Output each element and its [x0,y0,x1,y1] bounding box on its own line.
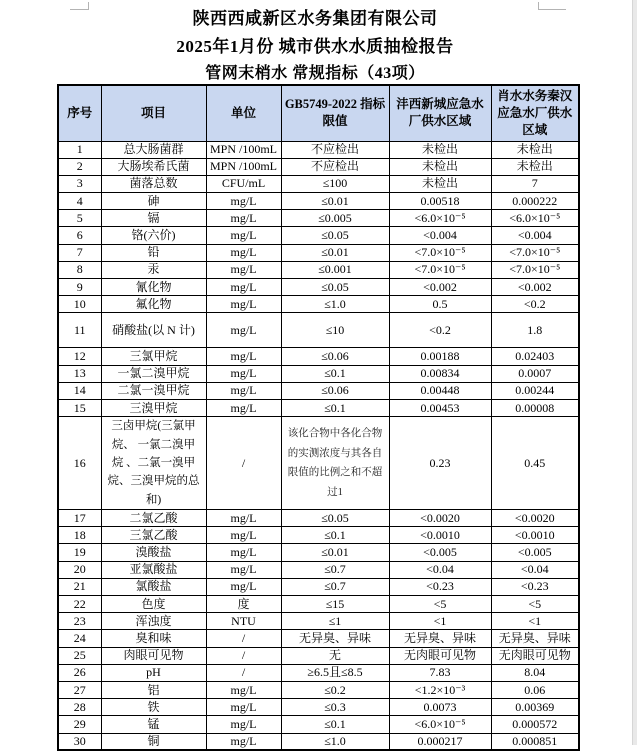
cell-item-name: 氰化物 [101,279,206,296]
cell-unit: mg/L [206,261,281,278]
company-title: 陕西西咸新区水务集团有限公司 [192,9,438,28]
table-row [58,382,579,399]
cell-unit: mg/L [206,193,281,210]
cell-value-xiaoshui: 0.000851 [491,733,579,750]
cell-unit: / [206,647,281,664]
cell-value-fengxi: 未检出 [389,141,491,158]
cell-unit: mg/L [206,733,281,750]
table-row [58,399,579,416]
cell-item-name: 肉眼可见物 [101,647,206,664]
col-header-index: 序号 [58,85,101,141]
cell-limit: 无异臭、异味 [281,630,389,647]
cell-value-xiaoshui: <7.0×10⁻⁵ [491,244,579,261]
cell-value-fengxi: 0.00448 [389,382,491,399]
table-row [58,613,579,630]
cell-limit: ≤0.06 [281,382,389,399]
table-row [58,244,579,261]
report-title: 2025年1月份 城市供水水质抽检报告 [176,37,454,56]
cell-row-number: 7 [58,244,101,261]
cell-unit: mg/L [206,561,281,578]
cell-value-xiaoshui: 0.06 [491,681,579,698]
cell-item-name: 铬(六价) [101,227,206,244]
cell-item-name: 铝 [101,681,206,698]
cell-row-number: 19 [58,544,101,561]
cell-value-xiaoshui: 无异臭、异味 [491,630,579,647]
cell-limit: ≤0.05 [281,279,389,296]
cell-value-fengxi: <7.0×10⁻⁵ [389,261,491,278]
cell-value-xiaoshui: <0.005 [491,544,579,561]
cell-unit: / [206,630,281,647]
cell-unit: NTU [206,613,281,630]
cell-limit: ≤0.05 [281,227,389,244]
cell-row-number: 26 [58,664,101,681]
cell-item-name: 三卤甲烷(三氯甲烷、 一氯二溴甲烷 、二氯一溴甲烷、三溴甲烷的总和) [101,417,206,510]
table-row [58,578,579,595]
cell-item-name: 三氯甲烷 [101,348,206,365]
cell-value-xiaoshui: 0.00008 [491,399,579,416]
col-header-unit: 单位 [206,85,281,141]
cell-limit: ≤0.1 [281,365,389,382]
cell-value-xiaoshui: <5 [491,596,579,613]
cell-unit: CFU/mL [206,175,281,192]
scrollbar[interactable] [632,0,637,745]
cell-unit: mg/L [206,210,281,227]
table-row [58,210,579,227]
cell-unit: mg/L [206,296,281,313]
cell-row-number: 20 [58,561,101,578]
table-row [58,699,579,716]
cell-value-fengxi: 0.23 [389,417,491,510]
cell-row-number: 14 [58,382,101,399]
cell-value-xiaoshui: 0.000572 [491,716,579,733]
report-subtitle: 管网末梢水 常规指标（43项） [205,65,425,82]
cell-unit: mg/L [206,227,281,244]
cell-limit: ≥6.5且≤8.5 [281,664,389,681]
cell-limit: ≤0.05 [281,510,389,527]
cell-unit: MPN /100mL [206,141,281,158]
cell-value-fengxi: 无异臭、异味 [389,630,491,647]
cell-unit: 度 [206,596,281,613]
cell-value-fengxi: 0.00188 [389,348,491,365]
table-header-row [58,85,579,141]
cell-value-fengxi: <0.0020 [389,510,491,527]
cell-item-name: 三溴甲烷 [101,399,206,416]
cell-row-number: 8 [58,261,101,278]
cell-unit: mg/L [206,399,281,416]
cell-row-number: 10 [58,296,101,313]
cell-row-number: 17 [58,510,101,527]
cell-value-xiaoshui: <1 [491,613,579,630]
cell-value-fengxi: 0.00453 [389,399,491,416]
water-quality-table [57,84,580,751]
cell-unit: mg/L [206,365,281,382]
cell-row-number: 15 [58,399,101,416]
cell-value-xiaoshui: <0.0010 [491,527,579,544]
cell-item-name: 锰 [101,716,206,733]
cell-value-fengxi: 0.00834 [389,365,491,382]
cell-value-fengxi: 7.83 [389,664,491,681]
table-row [58,647,579,664]
cell-unit: mg/L [206,244,281,261]
table-row [58,365,579,382]
table-row [58,527,579,544]
title-block [0,5,630,87]
table-row [58,417,579,510]
cell-value-xiaoshui: <0.0020 [491,510,579,527]
cell-value-xiaoshui: <6.0×10⁻⁵ [491,210,579,227]
cell-row-number: 27 [58,681,101,698]
table-body [58,141,579,750]
table-row [58,544,579,561]
cell-value-fengxi: 0.5 [389,296,491,313]
table-row [58,733,579,750]
cell-row-number: 30 [58,733,101,750]
cell-item-name: 砷 [101,193,206,210]
table-row [58,158,579,175]
cell-limit: ≤0.2 [281,681,389,698]
cell-row-number: 16 [58,417,101,510]
table-row [58,630,579,647]
cell-unit: / [206,664,281,681]
cell-value-fengxi: 0.00518 [389,193,491,210]
cell-item-name: 二氯一溴甲烷 [101,382,206,399]
cell-limit: ≤0.005 [281,210,389,227]
table-row [58,681,579,698]
cell-unit: mg/L [206,699,281,716]
cell-limit: ≤0.01 [281,193,389,210]
table-row [58,561,579,578]
cell-value-xiaoshui: 0.45 [491,417,579,510]
cell-value-fengxi: <0.0010 [389,527,491,544]
cell-row-number: 24 [58,630,101,647]
cell-limit: ≤0.1 [281,716,389,733]
cell-limit: ≤10 [281,313,389,348]
col-header-fengxi-area: 沣西新城应急水厂供水区域 [389,85,491,141]
cell-row-number: 3 [58,175,101,192]
cell-item-name: 铁 [101,699,206,716]
cell-value-fengxi: <0.004 [389,227,491,244]
cell-value-fengxi: 0.0073 [389,699,491,716]
table-row [58,141,579,158]
cell-limit: 该化合物中各化合物的实测浓度与其各自限值的比例之和不超过1 [281,417,389,510]
table-row [58,596,579,613]
cell-item-name: 大肠埃希氏菌 [101,158,206,175]
cell-value-xiaoshui: 未检出 [491,141,579,158]
cell-limit: ≤0.01 [281,544,389,561]
cell-row-number: 9 [58,279,101,296]
table-row [58,261,579,278]
cell-item-name: 一氯二溴甲烷 [101,365,206,382]
cell-value-xiaoshui: <0.2 [491,296,579,313]
cell-item-name: 铜 [101,733,206,750]
cell-value-fengxi: <0.002 [389,279,491,296]
cell-unit: MPN /100mL [206,158,281,175]
cell-limit: ≤0.06 [281,348,389,365]
table-row [58,193,579,210]
cell-item-name: 溴酸盐 [101,544,206,561]
cell-limit: ≤0.7 [281,561,389,578]
table-row [58,175,579,192]
cell-unit: mg/L [206,313,281,348]
cell-row-number: 18 [58,527,101,544]
cell-value-xiaoshui: <7.0×10⁻⁵ [491,261,579,278]
cell-row-number: 4 [58,193,101,210]
cell-unit: mg/L [206,382,281,399]
cell-unit: / [206,417,281,510]
cell-value-fengxi: <1.2×10⁻³ [389,681,491,698]
cell-item-name: 色度 [101,596,206,613]
cell-value-xiaoshui: <0.04 [491,561,579,578]
cell-value-xiaoshui: 未检出 [491,158,579,175]
cell-value-fengxi: <7.0×10⁻⁵ [389,244,491,261]
cell-row-number: 29 [58,716,101,733]
cell-limit: ≤0.3 [281,699,389,716]
cell-item-name: 臭和味 [101,630,206,647]
cell-item-name: 铅 [101,244,206,261]
cell-item-name: 氯酸盐 [101,578,206,595]
cell-value-fengxi: <1 [389,613,491,630]
cell-value-xiaoshui: <0.004 [491,227,579,244]
cell-row-number: 6 [58,227,101,244]
cell-limit: 无 [281,647,389,664]
cell-value-fengxi: 无肉眼可见物 [389,647,491,664]
cell-unit: mg/L [206,578,281,595]
cell-unit: mg/L [206,544,281,561]
cell-value-xiaoshui: 0.00369 [491,699,579,716]
cell-limit: ≤100 [281,175,389,192]
table-row [58,510,579,527]
cell-item-name: 二氯乙酸 [101,510,206,527]
cell-limit: ≤0.1 [281,399,389,416]
table-row [58,716,579,733]
cell-value-xiaoshui: 1.8 [491,313,579,348]
cell-item-name: 镉 [101,210,206,227]
cell-value-fengxi: <5 [389,596,491,613]
table-row [58,296,579,313]
cell-item-name: pH [101,664,206,681]
table-row [58,348,579,365]
cell-value-xiaoshui: 0.02403 [491,348,579,365]
cell-item-name: 菌落总数 [101,175,206,192]
cell-limit: ≤1.0 [281,733,389,750]
cell-limit: ≤0.7 [281,578,389,595]
cell-value-xiaoshui: 8.04 [491,664,579,681]
cell-limit: ≤1 [281,613,389,630]
cell-value-fengxi: 未检出 [389,158,491,175]
cell-unit: mg/L [206,527,281,544]
cell-unit: mg/L [206,510,281,527]
cell-value-xiaoshui: 0.0007 [491,365,579,382]
cell-limit: ≤1.0 [281,296,389,313]
col-header-item: 项目 [101,85,206,141]
cell-limit: 不应检出 [281,158,389,175]
cell-value-fengxi: <0.04 [389,561,491,578]
cell-row-number: 25 [58,647,101,664]
cell-row-number: 2 [58,158,101,175]
cell-item-name: 汞 [101,261,206,278]
col-header-limit: GB5749-2022 指标限值 [281,85,389,141]
table-row [58,664,579,681]
cell-value-xiaoshui: <0.002 [491,279,579,296]
cell-row-number: 22 [58,596,101,613]
cell-item-name: 三氯乙酸 [101,527,206,544]
cell-value-xiaoshui: 无肉眼可见物 [491,647,579,664]
cell-row-number: 5 [58,210,101,227]
cell-value-fengxi: <6.0×10⁻⁵ [389,716,491,733]
cell-limit: ≤0.001 [281,261,389,278]
table-row [58,313,579,348]
cell-limit: ≤0.01 [281,244,389,261]
cell-unit: mg/L [206,716,281,733]
cell-value-xiaoshui: <0.23 [491,578,579,595]
cell-limit: ≤15 [281,596,389,613]
cell-limit: ≤0.1 [281,527,389,544]
cell-value-xiaoshui: 0.00244 [491,382,579,399]
cell-item-name: 氟化物 [101,296,206,313]
cell-value-fengxi: 0.000217 [389,733,491,750]
cell-value-fengxi: 未检出 [389,175,491,192]
table-row [58,227,579,244]
cell-unit: mg/L [206,348,281,365]
cell-row-number: 21 [58,578,101,595]
table-row [58,279,579,296]
cell-value-xiaoshui: 7 [491,175,579,192]
cell-row-number: 1 [58,141,101,158]
cell-row-number: 12 [58,348,101,365]
cell-row-number: 13 [58,365,101,382]
cell-value-fengxi: <0.2 [389,313,491,348]
cell-row-number: 23 [58,613,101,630]
cell-value-fengxi: <6.0×10⁻⁵ [389,210,491,227]
cell-row-number: 11 [58,313,101,348]
cell-item-name: 亚氯酸盐 [101,561,206,578]
cell-item-name: 总大肠菌群 [101,141,206,158]
cell-unit: mg/L [206,279,281,296]
cell-limit: 不应检出 [281,141,389,158]
cell-item-name: 浑浊度 [101,613,206,630]
cell-value-xiaoshui: 0.000222 [491,193,579,210]
cell-value-fengxi: <0.005 [389,544,491,561]
cell-unit: mg/L [206,681,281,698]
col-header-xiaoshui-area: 肖水水务秦汉应急水厂供水区域 [491,85,579,141]
cell-row-number: 28 [58,699,101,716]
cell-item-name: 硝酸盐(以 N 计) [101,313,206,348]
cell-value-fengxi: <0.23 [389,578,491,595]
